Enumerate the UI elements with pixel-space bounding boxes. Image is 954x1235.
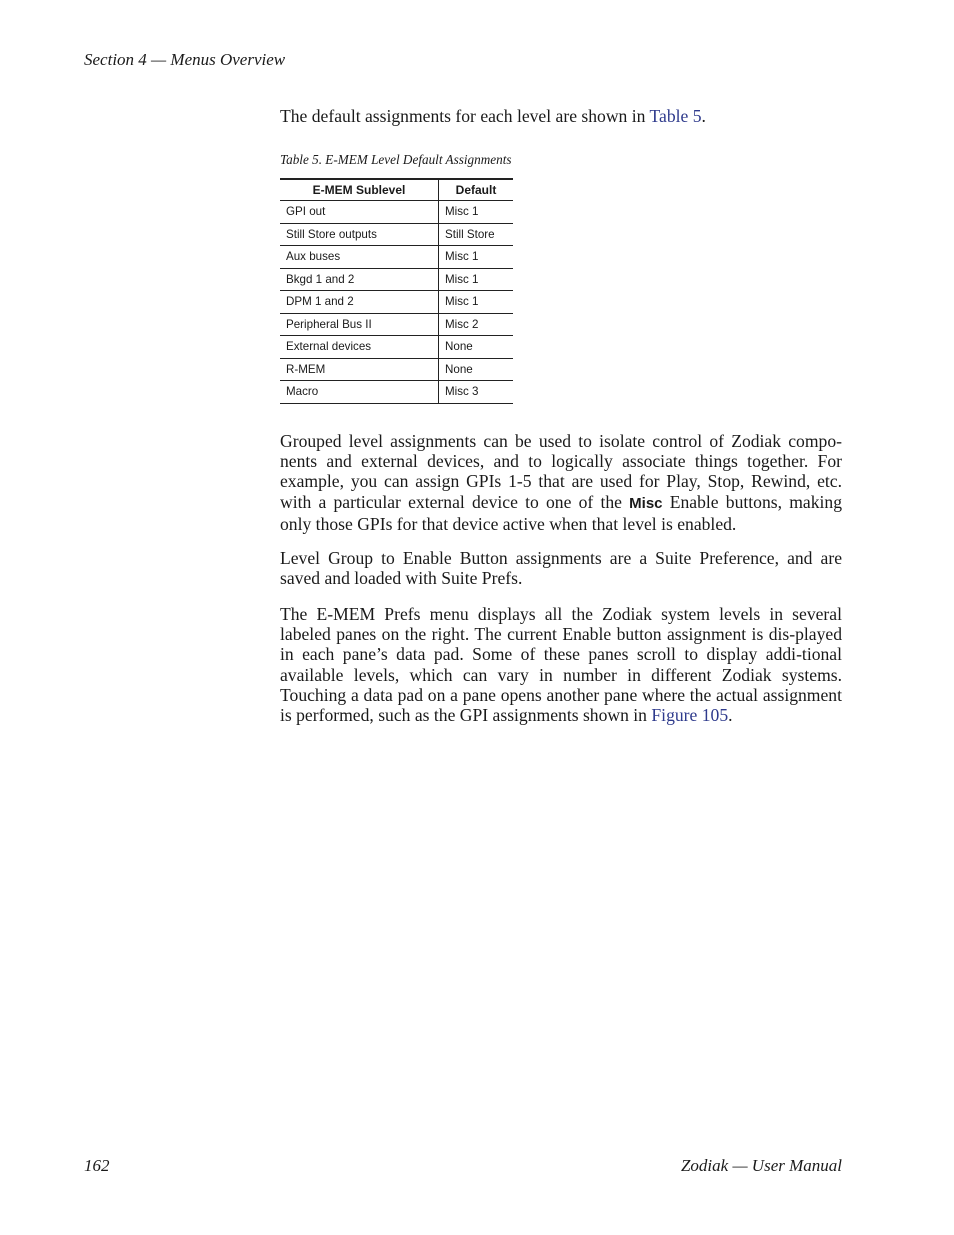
table-row [280, 381, 513, 404]
para2-text: Level Group to Enable Button assignments are a Suite Preference, and are saved and loaded with Suite Prefs. [280, 548, 842, 589]
table-row [280, 336, 513, 359]
cell-default: Misc 3 [439, 381, 514, 404]
cell-default: Misc 1 [439, 291, 514, 314]
cell-sublevel: Still Store outputs [280, 223, 439, 246]
emem-defaults-table [280, 178, 513, 404]
intro-text: The default assignments for each level are shown in [280, 106, 650, 126]
column-header-sublevel: E-MEM Sublevel [280, 179, 439, 201]
para3-end: . [728, 705, 733, 726]
para-suite-prefs [280, 548, 842, 588]
table-row [280, 313, 513, 336]
table-row [280, 223, 513, 246]
cell-sublevel: Macro [280, 381, 439, 404]
cell-default: Misc 2 [439, 313, 514, 336]
cell-sublevel: R-MEM [280, 358, 439, 381]
cell-sublevel: Peripheral Bus II [280, 313, 439, 336]
table-caption: Table 5. E-MEM Level Default Assignments [280, 152, 512, 167]
table-row [280, 291, 513, 314]
table-row [280, 358, 513, 381]
manual-title: Zodiak — User Manual [680, 1156, 842, 1175]
cell-sublevel: DPM 1 and 2 [280, 291, 439, 314]
cell-sublevel: External devices [280, 336, 439, 359]
cell-default: Misc 1 [439, 201, 514, 224]
running-head: Section 4 — Menus Overview [84, 50, 286, 69]
para1-after: Enable buttons, making only those GPIs for that device active when that level is enabled. [280, 491, 842, 534]
cell-default: Misc 1 [439, 246, 514, 269]
cell-default: None [439, 358, 514, 381]
para-grouped-levels [280, 431, 842, 534]
intro-paragraph [280, 106, 842, 126]
table-row [280, 246, 513, 269]
intro-end: . [701, 106, 706, 126]
cell-sublevel: Aux buses [280, 246, 439, 269]
figure-105-link[interactable]: Figure 105 [651, 705, 729, 726]
misc-keyword: Misc [629, 494, 663, 512]
table-header-row [280, 179, 513, 201]
table-row [280, 201, 513, 224]
column-header-default: Default [439, 179, 514, 201]
table-row [280, 268, 513, 291]
cell-sublevel: Bkgd 1 and 2 [280, 268, 439, 291]
cell-default: None [439, 336, 514, 359]
para3-text: The E-MEM Prefs menu displays all the Zodiak system levels in several labeled panes on the right. The current Enable button assignment is dis-played in each pane’s data pad. Some of these panes scroll to display addi-tional available levels, which can vary in number in different Zodiak systems. Touching a data pad on a pane opens another pane where the actual assignment is performed, such as the GPI assignments shown in [280, 604, 842, 726]
para-emem-prefs [280, 604, 842, 725]
cell-default: Misc 1 [439, 268, 514, 291]
para1-before: Grouped level assignments can be used to isolate control of Zodiak compo-nents and external devices, and to logically associate things together. For example, you can assign GPIs 1-5 that are used for Play, Stop, Rewind, etc. with a particular external device to one of the [280, 431, 842, 512]
table-5-link[interactable]: Table 5 [649, 106, 702, 126]
page-number: 162 [84, 1156, 110, 1175]
cell-sublevel: GPI out [280, 201, 439, 224]
cell-default: Still Store [439, 223, 514, 246]
